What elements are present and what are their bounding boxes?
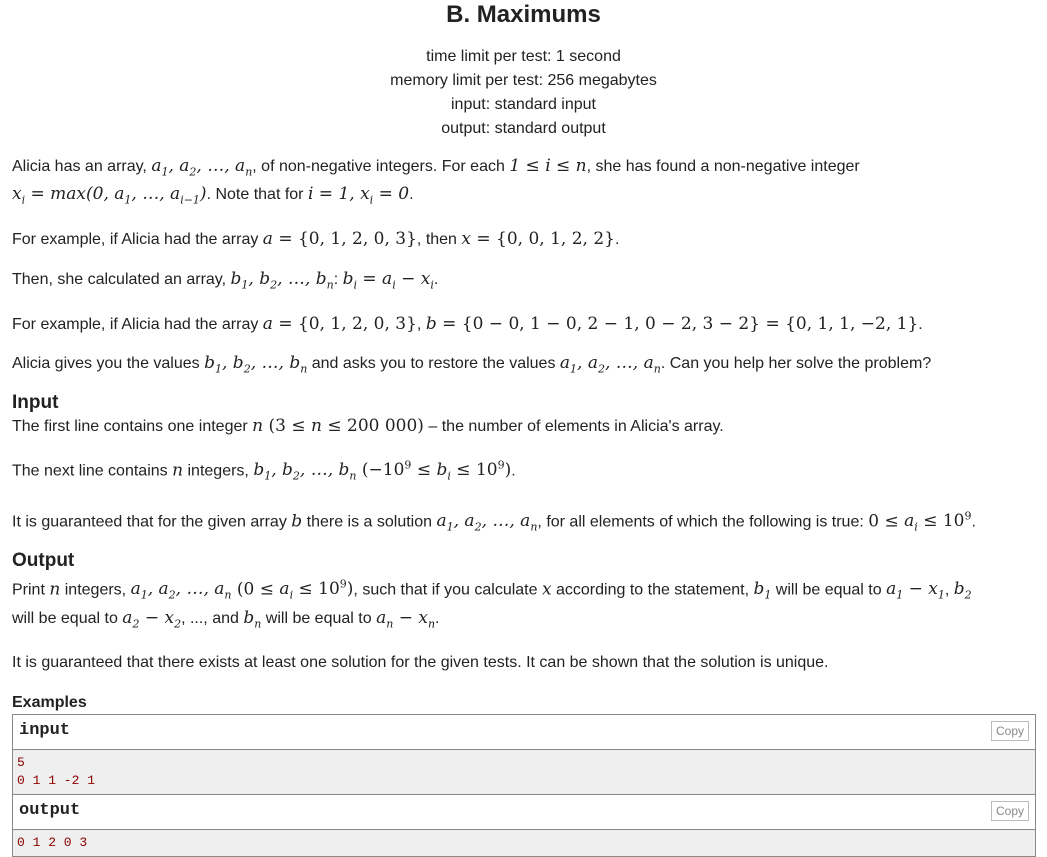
statement-paragraph-4: For example, if Alicia had the array a = {0, 1, 2, 0, 3}, b = {0 − 0, 1 − 0, 2 − 1, 0 − 2, 3 − 2} = {0, 1, 1, −2, 1}.	[12, 314, 923, 335]
example-input-label: input	[19, 721, 71, 741]
statement-paragraph-2: For example, if Alicia had the array a = {0, 1, 2, 0, 3}, then x = {0, 0, 1, 2, 2}.	[12, 228, 620, 249]
output-line-2: It is guaranteed that there exists at least one solution for the given tests. It can be shown that the solution is unique.	[12, 654, 829, 672]
problem-header	[0, 0, 1047, 141]
example-input-box	[12, 714, 1036, 795]
problem-statement	[0, 155, 1047, 714]
output-line-1: Print n integers, $a_1$, $a_2$, …, $a_n$ $(0 \le a_i \le 10^9)$, such that if you calculate x according to the statement, $b_1$ will be equal to $a_1 - x_1$, $b_2$ will be equal to $a_2 - x_2$, ..., and $b_n$ will be equal to $a_n - x_n$.	[12, 577, 972, 631]
examples-title: Examples	[12, 694, 87, 712]
copy-input-button[interactable]: Copy	[991, 721, 1029, 741]
input-line-2: The next line contains n integers, $b_1$, $b_2$, …, $b_n$ $(-10^9 \le b_i \le 10^9)$.	[12, 458, 516, 483]
example-output-header	[13, 795, 1035, 830]
copy-output-button[interactable]: Copy	[991, 801, 1029, 821]
example-input-line: 0 1 1 -2 1	[17, 773, 96, 789]
example-output-box	[12, 795, 1036, 857]
input-section-title: Input	[12, 391, 59, 413]
example-output-line: 0 1 2 0 3	[17, 835, 88, 851]
statement-paragraph-5: Alicia gives you the values $b_1$, $b_2$, …, $b_n$ and asks you to restore the values $a_1$, $a_2$, …, $a_n$. Can you help her solve the problem?	[12, 353, 932, 376]
input-spec: input: standard input	[451, 96, 596, 113]
example-input-content	[13, 750, 1035, 794]
problem-title: B. Maximums	[446, 1, 601, 28]
input-line-1: The first line contains one integer n (3 ≤ n ≤ 200 000) – the number of elements in Alicia's array.	[12, 415, 724, 436]
statement-paragraph-3: Then, she calculated an array, $b_1$, $b_2$, …, $b_n$: $b_i = a_i - x_i$.	[12, 268, 439, 292]
statement-paragraph-1: Alicia has an array, $a_1$, $a_2$, …, $a_n$, of non-negative integers. For each 1 ≤ i ≤ n, she has found a non-negative integer $x_i = \max(0$, $a_1$, …, $a_{i-1}$). Note that for i = 1, $x_i = 0$.	[12, 156, 860, 207]
time-limit: time limit per test: 1 second	[426, 48, 621, 65]
example-output-label: output	[19, 801, 81, 821]
example-output-content	[13, 830, 1035, 856]
input-line-3: It is guaranteed that for the given array b there is a solution $a_1$, $a_2$, …, $a_n$, for all elements of which the following is true: $0 \le a_i \le 10^9$.	[12, 509, 976, 534]
output-spec: output: standard output	[441, 120, 606, 137]
memory-limit: memory limit per test: 256 megabytes	[390, 72, 657, 89]
output-section-title: Output	[12, 549, 75, 571]
example-input-header	[13, 715, 1035, 750]
example-input-line: 5	[17, 755, 25, 771]
